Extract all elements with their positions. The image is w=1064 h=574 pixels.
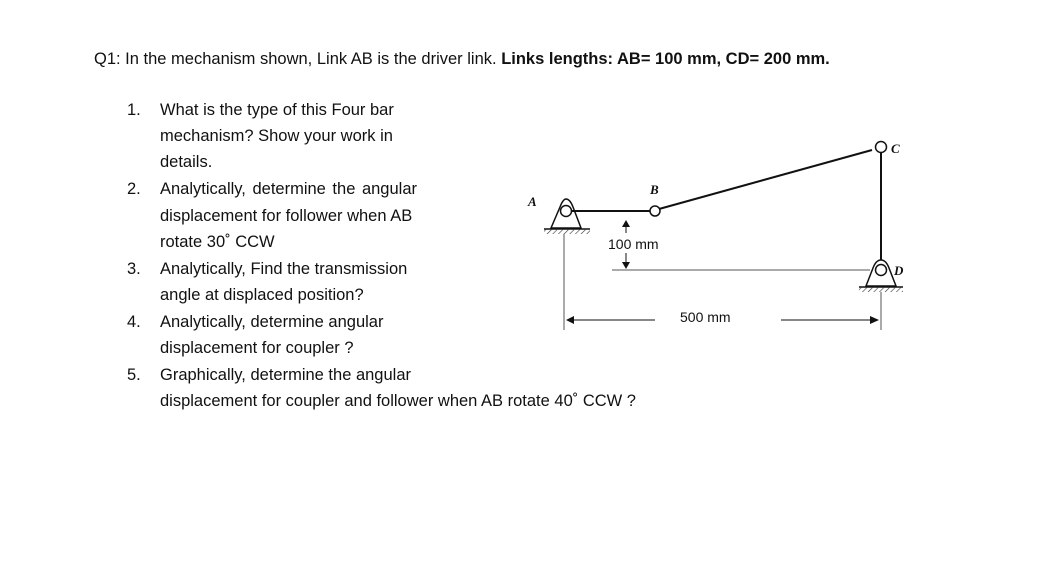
item-1-number: 1. [127,101,141,119]
dimension-500mm-label: 500 mm [680,309,731,325]
label-a: A [528,194,537,209]
item-5-number: 5. [127,366,141,384]
label-d: D [894,263,904,278]
ground-pivot-a [544,199,590,234]
item-2-line-3: rotate 30˚ CCW [160,233,275,251]
link-bc [659,150,872,209]
joint-c [876,142,887,153]
joint-b [650,206,660,216]
label-b: B [650,182,659,197]
item-3-number: 3. [127,260,141,278]
item-1-line-2: mechanism? Show your work in [160,127,393,145]
item-1-line-1: What is the type of this Four bar [160,101,394,119]
item-4-line-1: Analytically, determine angular [160,313,384,331]
label-c: C [891,141,900,156]
item-3-line-1: Analytically, Find the transmission [160,260,408,278]
item-2-number: 2. [127,180,141,198]
item-2-line-2: displacement for follower when AB [160,207,413,225]
question-link-lengths: Links lengths: AB= 100 mm, CD= 200 mm. [501,50,830,68]
item-2-line-1: Analytically, determine the angular [160,180,417,198]
item-3-line-2: angle at displaced position? [160,286,364,304]
item-5-line-2: displacement for coupler and follower when AB rotate 40˚ CCW ? [160,392,636,410]
item-4-number: 4. [127,313,141,331]
item-5-line-1: Graphically, determine the angular [160,366,411,384]
question-lead: Q1: In the mechanism shown, Link AB is the driver link. [94,50,502,68]
dimension-100mm-label: 100 mm [608,236,659,252]
item-1-line-3: details. [160,153,213,171]
item-4-line-2: displacement for coupler ? [160,339,354,357]
